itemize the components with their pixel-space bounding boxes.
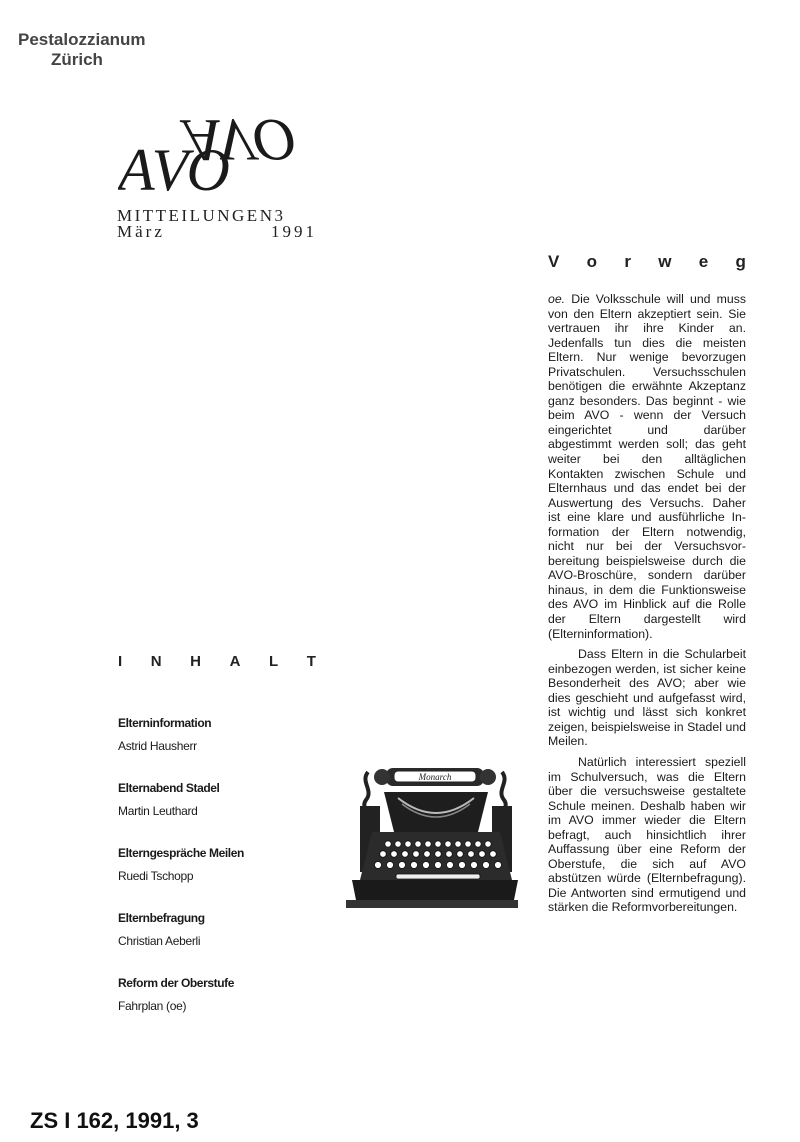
typewriter-graphic — [338, 762, 520, 922]
typewriter-brand: Monarch — [418, 772, 452, 782]
masthead — [117, 208, 317, 240]
inhalt-heading-letter: T — [306, 653, 316, 670]
vorweg-article — [548, 292, 746, 921]
toc-item-author: Martin Leuthard — [118, 804, 198, 818]
toc-item-title: Elternbefragung — [118, 911, 205, 925]
vorweg-heading-letter: V — [548, 252, 560, 271]
inhalt-heading-letter: L — [269, 653, 279, 670]
stamp-line-1: Pestalozzianum — [18, 30, 146, 49]
stamp-line-2: Zürich — [51, 50, 103, 69]
toc-item — [118, 976, 358, 1041]
article-paragraph-text: Die Volksschule will und muss von den Eltern akzeptiert sein. Sie vertrauen ihr ihre Kinder an. Jedenfalls tun dies die meisten Eltern. Nur wenige bevorzugen Privatschulen. Versuchsschulen benötigen die erwähnte Akzeptanz ganz besonders. Das beginnt - wie beim AVO - wenn der Versuch eingerichtet und darüber abgestimmt werden soll; das geht weiter bei den alltäglichen Kontakten zwischen Schule und Elternhaus und das endet bei der Auswertung des Versuchs. Daher ist eine klare und ausführliche Information der Eltern notwendig, nicht nur bei der Versuchsvorbereitung beispielsweise durch die AVO-Broschüre, sondern darüber hinaus, in dem die Funktionsweise des AVO im Hinblick auf die Rolle der Eltern dargestellt wird (Elterninformation). — [548, 292, 746, 641]
vorweg-heading-letter: g — [735, 252, 746, 271]
avo-logo — [118, 60, 378, 200]
inhalt-heading — [118, 653, 316, 670]
typewriter-illustration — [338, 762, 520, 922]
toc-item-author: Fahrplan (oe) — [118, 999, 187, 1013]
toc-item-title: Elterninformation — [118, 716, 212, 730]
article-paragraph — [548, 755, 746, 915]
toc-item — [118, 781, 358, 846]
toc-item-title: Elternabend Stadel — [118, 781, 220, 795]
article-paragraph — [548, 647, 746, 749]
toc-item — [118, 846, 358, 911]
inhalt-heading-letter: A — [229, 653, 241, 670]
toc-item-title: Reform der Oberstufe — [118, 976, 235, 990]
inhalt-heading-letter: N — [150, 653, 162, 670]
logo-mirrored-text: AVO — [183, 107, 295, 173]
vorweg-heading-letter: e — [698, 252, 709, 271]
logo-text: AVO — [118, 137, 230, 200]
toc-item-author: Christian Aeberli — [118, 934, 201, 948]
call-number: ZS I 162, 1991, 3 — [30, 1108, 199, 1133]
inhalt-heading-letter: I — [118, 653, 123, 670]
article-author-initials: oe. — [548, 292, 566, 306]
inhalt-heading-letter: H — [190, 653, 202, 670]
article-paragraph — [548, 292, 746, 641]
article-paragraph-text: Natürlich interessiert speziell im Schulversuch, was die Eltern über die versuchsweise gestaltete Schule meinen. Deshalb haben wir im AVO immer wieder die Eltern befragt, auch hinsichtlich ihrer Auffassung über eine Reform der Oberstufe, die sich auf AVO abstützen würde (Elternbefragung). Die Antworten sind ermutigend und stärken die Reformvorbereitungen. — [548, 754, 746, 915]
toc-item — [118, 911, 358, 976]
toc-item — [118, 716, 358, 781]
vorweg-heading — [548, 252, 746, 272]
toc-item-author: Ruedi Tschopp — [118, 869, 194, 883]
article-paragraph-text: Dass Eltern in die Schularbeit einbezogen werden, ist sicher keine Besonderheit des AVO; aber wie dies geschieht und aufgefasst wird, ist wichtig und lässt sich konkret zeigen, beispielsweise in Stadel und Meilen. — [548, 647, 746, 749]
masthead-month: März — [117, 222, 165, 241]
avo-logo-graphic — [118, 60, 378, 200]
vorweg-heading-letter: r — [624, 252, 631, 271]
vorweg-heading-letter: w — [658, 252, 672, 271]
masthead-title: MITTEILUNGEN3 — [117, 206, 286, 225]
toc-item-author: Astrid Hausherr — [118, 739, 197, 753]
vorweg-heading-letter: o — [586, 252, 598, 271]
toc-item-title: Elterngespräche Meilen — [118, 846, 244, 860]
masthead-year: 1991 — [271, 222, 317, 241]
table-of-contents — [118, 716, 358, 1041]
